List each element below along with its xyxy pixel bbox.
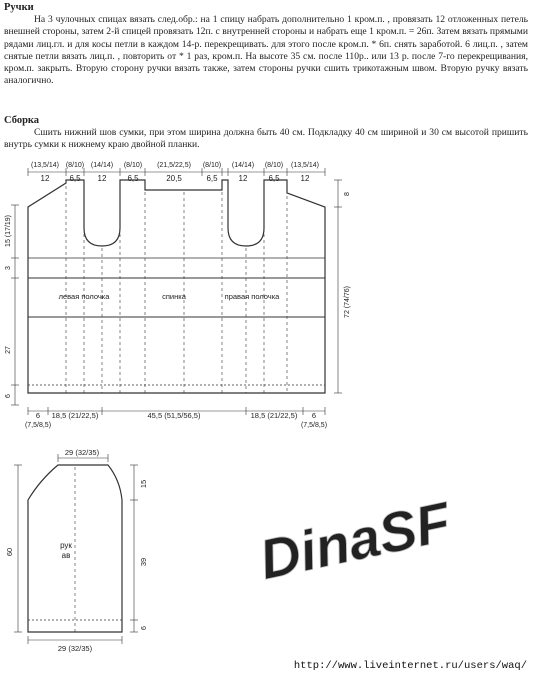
top-main-label: 6,5 [268,174,280,183]
sleeve-piece-label: рук [60,541,72,550]
bottom-dim-label: 6 [35,411,41,420]
sleeve-bottom-label: 29 (32/35) [57,644,93,653]
sleeve-diagram [14,454,138,644]
left-dim-label: 3 [5,266,12,270]
bottom-sub-label: (7,5/8,5) [300,422,328,429]
top-sub-label: (8/10) [65,162,85,169]
section-title-assembly: Сборка [4,115,40,126]
top-main-label: 12 [40,174,50,183]
piece-label-left-front: левая полочка [58,292,110,301]
top-main-label: 6,5 [69,174,81,183]
top-sub-label: (13,5/14) [290,162,320,169]
piece-label-right-front: правая полочка [224,292,280,301]
top-main-label: 6,5 [206,174,218,183]
top-sub-label: (14/14) [231,162,255,169]
watermark: DinaSF [254,489,456,592]
top-main-label: 12 [238,174,248,183]
top-sub-label: (14/14) [90,162,114,169]
top-sub-label: (13,5/14) [30,162,60,169]
top-main-label: 12 [300,174,310,183]
source-url: http://www.liveinternet.ru/users/waq/ [293,660,527,672]
top-sub-label: (8/10) [264,162,284,169]
left-dim-label: 27 [5,346,12,354]
top-main-label: 6,5 [127,174,139,183]
top-main-label: 20,5 [166,174,182,183]
bottom-sub-label: (7,5/8,5) [24,422,52,429]
bottom-dim-label: 18,5 (21/22,5) [250,411,298,420]
right-dim-label: 72 (74/76) [344,286,351,318]
top-main-label: 12 [97,174,107,183]
sleeve-right-label: 39 [139,557,148,567]
bottom-dim-label: 6 [311,411,317,420]
top-sub-label: (8/10) [123,162,143,169]
sleeve-right-label: 6 [141,626,148,630]
right-dim-label: 8 [344,192,351,196]
piece-label-back: спинка [162,292,186,301]
bag-body-outline [28,180,325,393]
bottom-dim-label: 45,5 (51,5/56,5) [147,411,201,420]
top-sub-label: (21,5/22,5) [157,162,191,169]
left-dim-label: 15 (17/19) [5,215,12,247]
sleeve-right-label: 15 [139,479,148,489]
sleeve-top-label: 29 (32/35) [64,448,100,457]
sleeve-left-label: 60 [5,547,14,557]
section-title-handles: Ручки [4,2,34,13]
left-dim-label: 6 [5,394,12,398]
top-sub-label: (8/10) [202,162,222,169]
bottom-dim-label: 18,5 (21/22,5) [51,411,99,420]
sleeve-piece-label: ав [61,551,71,560]
section-text-handles: На 3 чулочных спицах вязать след.обр.: на 1 спицу набрать дополнительно 1 кром.п. , провязать 12 отложенных петель внешней стороны, затем 2-й спицей провязать 12п. с внутренней стороны и набрать еще 1 кром.п. = 26п. Затем вязать прямыми рядами лиц.гл. и для косы петли в каждом 14-р. перекрещивать. для этого после кром.п. * 6п. снять заработой. 6 лиц.п. , затем снятые петли вязать лиц.п. , повторить от * 1 раз, кром.п. На высоте 35 см. после 110р.. или 13 р. после 7-го перекрещивания, кром.п. закрыть. Вторую сторону ручки вязать также, затем стороны ручки сшить трикотажным швом. Вторую ручку вязать аналогично. [4,14,528,87]
section-text-assembly: Сшить нижний шов сумки, при этом ширина должна быть 40 см. Подкладку 40 см шириной и 30 см высотой пришить внутрь сумки к нижнему краю двойной планки. [4,127,528,151]
